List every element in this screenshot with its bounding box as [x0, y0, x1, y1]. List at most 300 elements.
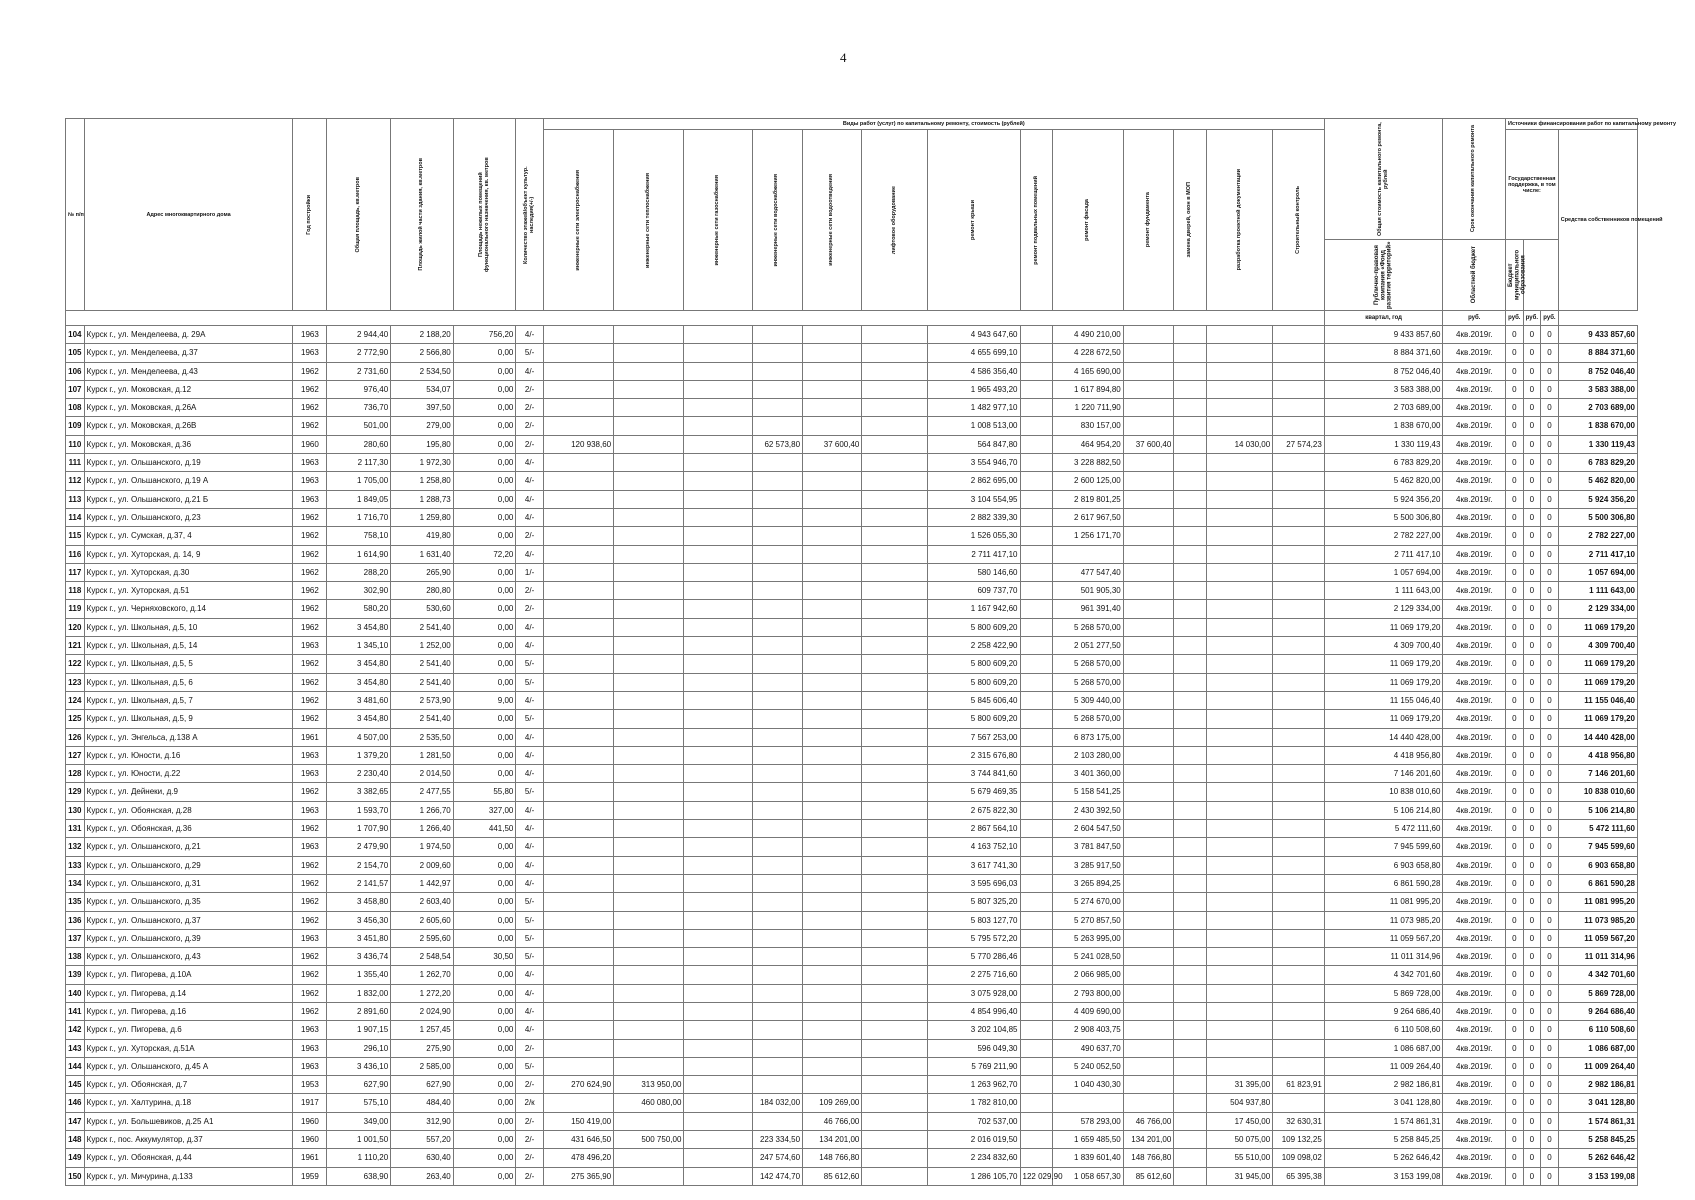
cell-n: 133 — [66, 856, 85, 874]
cell-bs — [1020, 582, 1053, 600]
cell-s: 976,40 — [327, 380, 391, 398]
cell-pd: 55 510,00 — [1207, 1149, 1273, 1167]
cell-wt — [803, 344, 862, 362]
cell-rf: 596 049,30 — [928, 1039, 1020, 1057]
cell-z3: 0 — [1541, 545, 1559, 563]
cell-z3: 0 — [1541, 746, 1559, 764]
cell-f: 5/- — [516, 1057, 543, 1075]
cell-y: 1962 — [293, 362, 327, 380]
cell-fd — [1123, 1057, 1174, 1075]
cell-a: Курск г., ул. Юности, д.16 — [84, 746, 293, 764]
cell-h — [614, 454, 684, 472]
cell-f: 4/- — [516, 362, 543, 380]
cell-z2: 0 — [1523, 1131, 1541, 1149]
cell-dr — [1174, 600, 1207, 618]
cell-z3: 0 — [1541, 563, 1559, 581]
cell-n: 148 — [66, 1131, 85, 1149]
cell-y: 1962 — [293, 673, 327, 691]
cell-t: 6 110 508,60 — [1324, 1021, 1443, 1039]
table-row — [66, 380, 1638, 398]
cell-n: 147 — [66, 1112, 85, 1130]
cell-l: 1 974,50 — [391, 838, 454, 856]
cell-z1: 0 — [1506, 582, 1524, 600]
cell-n: 144 — [66, 1057, 85, 1075]
cell-l: 630,40 — [391, 1149, 454, 1167]
cell-l: 1 288,73 — [391, 490, 454, 508]
cell-fd: 85 612,60 — [1123, 1167, 1174, 1185]
cell-a: Курск г., ул. Моковская, д.36 — [84, 435, 293, 453]
cell-bs — [1020, 1149, 1053, 1167]
cell-sw — [752, 783, 803, 801]
cell-dr — [1174, 1149, 1207, 1167]
cell-bs — [1020, 490, 1053, 508]
cell-z1: 0 — [1506, 326, 1524, 344]
cell-lf — [862, 838, 928, 856]
cell-t: 4 418 956,80 — [1324, 746, 1443, 764]
cell-lf — [862, 435, 928, 453]
cell-bs — [1020, 454, 1053, 472]
cell-wt: 37 600,40 — [803, 435, 862, 453]
cell-s: 2 141,57 — [327, 874, 391, 892]
cell-sw: 142 474,70 — [752, 1167, 803, 1185]
cell-z1: 0 — [1506, 673, 1524, 691]
cell-f: 4/- — [516, 728, 543, 746]
cell-dr — [1174, 984, 1207, 1002]
cell-a: Курск г., ул. Обоянская, д.28 — [84, 801, 293, 819]
cell-l: 2 534,50 — [391, 362, 454, 380]
cell-y: 1962 — [293, 893, 327, 911]
unit-rub-1: руб. — [1443, 311, 1506, 326]
cell-t: 5 106 214,80 — [1324, 801, 1443, 819]
cell-y: 1963 — [293, 1057, 327, 1075]
cell-l: 2 014,50 — [391, 765, 454, 783]
cell-fc: 5 268 570,00 — [1053, 655, 1123, 673]
table-row — [66, 911, 1638, 929]
cell-sw — [752, 508, 803, 526]
cell-n: 108 — [66, 399, 85, 417]
cell-fd — [1123, 911, 1174, 929]
cell-t: 11 081 995,20 — [1324, 893, 1443, 911]
cell-h — [614, 563, 684, 581]
cell-d: 4кв.2019г. — [1443, 911, 1506, 929]
cell-t: 1 111 643,00 — [1324, 582, 1443, 600]
cell-t: 1 574 861,31 — [1324, 1112, 1443, 1130]
cell-z1: 0 — [1506, 1021, 1524, 1039]
cell-e — [543, 911, 613, 929]
cell-dr — [1174, 344, 1207, 362]
cell-sw — [752, 380, 803, 398]
cell-wt — [803, 911, 862, 929]
cell-o: 1 057 694,00 — [1558, 563, 1637, 581]
cell-pd — [1207, 911, 1273, 929]
cell-z1: 0 — [1506, 655, 1524, 673]
table-row — [66, 984, 1638, 1002]
cell-n: 127 — [66, 746, 85, 764]
cell-sc — [1273, 838, 1325, 856]
cell-l: 534,07 — [391, 380, 454, 398]
cell-e — [543, 326, 613, 344]
cell-dr — [1174, 563, 1207, 581]
cell-z3: 0 — [1541, 966, 1559, 984]
cell-nr: 0,00 — [453, 673, 516, 691]
cell-o: 11 073 985,20 — [1558, 911, 1637, 929]
cell-s: 1 345,10 — [327, 637, 391, 655]
cell-a: Курск г., ул. Обоянская, д.7 — [84, 1076, 293, 1094]
cell-d: 4кв.2019г. — [1443, 673, 1506, 691]
cell-dr — [1174, 728, 1207, 746]
cell-sw — [752, 966, 803, 984]
cell-z3: 0 — [1541, 1002, 1559, 1020]
cell-z1: 0 — [1506, 838, 1524, 856]
cell-bs — [1020, 691, 1053, 709]
cell-fd — [1123, 746, 1174, 764]
cell-g — [684, 618, 752, 636]
cell-f: 2/- — [516, 600, 543, 618]
cell-g — [684, 1076, 752, 1094]
cell-nr: 9,00 — [453, 691, 516, 709]
cell-lf — [862, 563, 928, 581]
cell-wt — [803, 508, 862, 526]
cell-y: 1961 — [293, 1149, 327, 1167]
cell-fd — [1123, 545, 1174, 563]
cell-fc: 4 165 690,00 — [1053, 362, 1123, 380]
cell-h — [614, 326, 684, 344]
cell-t: 6 861 590,28 — [1324, 874, 1443, 892]
cell-fd — [1123, 637, 1174, 655]
cell-o: 8 884 371,60 — [1558, 344, 1637, 362]
cell-y: 1963 — [293, 490, 327, 508]
cell-f: 2/- — [516, 1076, 543, 1094]
cell-fd — [1123, 362, 1174, 380]
cell-y: 1963 — [293, 765, 327, 783]
cell-o: 6 903 658,80 — [1558, 856, 1637, 874]
cell-nr: 0,00 — [453, 1076, 516, 1094]
cell-sw — [752, 746, 803, 764]
cell-l: 2 188,20 — [391, 326, 454, 344]
cell-e: 431 646,50 — [543, 1131, 613, 1149]
cell-t: 7 945 599,60 — [1324, 838, 1443, 856]
cell-pd — [1207, 801, 1273, 819]
cell-sw — [752, 545, 803, 563]
col-electric-header: инженерные сети электроснабжения — [543, 130, 613, 311]
cell-rf: 1 965 493,20 — [928, 380, 1020, 398]
cell-h — [614, 820, 684, 838]
table-row — [66, 691, 1638, 709]
cell-wt — [803, 856, 862, 874]
cell-a: Курск г., ул. Дейнеки, д.9 — [84, 783, 293, 801]
cell-l: 2 548,54 — [391, 948, 454, 966]
capital-repair-table — [65, 118, 1677, 1186]
table-row — [66, 508, 1638, 526]
cell-z1: 0 — [1506, 399, 1524, 417]
cell-z1: 0 — [1506, 911, 1524, 929]
cell-f: 4/- — [516, 618, 543, 636]
cell-fd — [1123, 929, 1174, 947]
table-row — [66, 1131, 1638, 1149]
cell-y: 1962 — [293, 417, 327, 435]
cell-sc — [1273, 801, 1325, 819]
cell-dr — [1174, 618, 1207, 636]
cell-n: 130 — [66, 801, 85, 819]
cell-o: 3 153 199,08 — [1558, 1167, 1637, 1185]
cell-a: Курск г., пос. Аккумулятор, д.37 — [84, 1131, 293, 1149]
table-row — [66, 893, 1638, 911]
cell-z3: 0 — [1541, 911, 1559, 929]
cell-y: 1963 — [293, 326, 327, 344]
cell-g — [684, 1112, 752, 1130]
cell-wt — [803, 618, 862, 636]
cell-o: 5 472 111,60 — [1558, 820, 1637, 838]
cell-pd — [1207, 637, 1273, 655]
cell-pd — [1207, 380, 1273, 398]
cell-z1: 0 — [1506, 563, 1524, 581]
cell-wt — [803, 399, 862, 417]
cell-h — [614, 893, 684, 911]
cell-f: 5/- — [516, 893, 543, 911]
table-row — [66, 344, 1638, 362]
cell-l: 312,90 — [391, 1112, 454, 1130]
cell-z3: 0 — [1541, 1112, 1559, 1130]
cell-wt — [803, 710, 862, 728]
cell-lf — [862, 929, 928, 947]
cell-t: 1 838 670,00 — [1324, 417, 1443, 435]
cell-rf: 2 675 822,30 — [928, 801, 1020, 819]
cell-fc: 477 547,40 — [1053, 563, 1123, 581]
cell-z3: 0 — [1541, 1076, 1559, 1094]
cell-bs: 122 029,90 — [1020, 1167, 1053, 1185]
cell-pd — [1207, 874, 1273, 892]
cell-fc: 5 240 052,50 — [1053, 1057, 1123, 1075]
cell-dr — [1174, 746, 1207, 764]
cell-wt — [803, 527, 862, 545]
cell-h — [614, 948, 684, 966]
cell-lf — [862, 545, 928, 563]
cell-a: Курск г., ул. Менделеева, д. 29А — [84, 326, 293, 344]
cell-z2: 0 — [1523, 1167, 1541, 1185]
cell-wt: 85 612,60 — [803, 1167, 862, 1185]
cell-z2: 0 — [1523, 600, 1541, 618]
cell-fc: 5 274 670,00 — [1053, 893, 1123, 911]
cell-a: Курск г., ул. Моковская, д.26А — [84, 399, 293, 417]
cell-z3: 0 — [1541, 1131, 1559, 1149]
cell-z3: 0 — [1541, 508, 1559, 526]
table-row — [66, 563, 1638, 581]
cell-y: 1962 — [293, 1002, 327, 1020]
cell-bs — [1020, 801, 1053, 819]
cell-t: 9 264 686,40 — [1324, 1002, 1443, 1020]
cell-sc: 32 630,31 — [1273, 1112, 1325, 1130]
cell-sc — [1273, 618, 1325, 636]
cell-e — [543, 380, 613, 398]
cell-sc — [1273, 691, 1325, 709]
cell-pd — [1207, 746, 1273, 764]
cell-d: 4кв.2019г. — [1443, 472, 1506, 490]
cell-sc — [1273, 673, 1325, 691]
cell-rf: 702 537,00 — [928, 1112, 1020, 1130]
cell-lf — [862, 874, 928, 892]
table-row — [66, 435, 1638, 453]
cell-fc: 5 158 541,25 — [1053, 783, 1123, 801]
cell-l: 530,60 — [391, 600, 454, 618]
cell-l: 1 257,45 — [391, 1021, 454, 1039]
cell-sw — [752, 893, 803, 911]
cell-z3: 0 — [1541, 1021, 1559, 1039]
cell-nr: 0,00 — [453, 1094, 516, 1112]
cell-nr: 327,00 — [453, 801, 516, 819]
cell-fc: 2 793 800,00 — [1053, 984, 1123, 1002]
cell-t: 11 069 179,20 — [1324, 673, 1443, 691]
col-year-header: Год постройки — [293, 119, 327, 311]
cell-z1: 0 — [1506, 966, 1524, 984]
cell-z2: 0 — [1523, 618, 1541, 636]
col-gas-header: инженерные сети газоснабжения — [684, 130, 752, 311]
cell-s: 1 705,00 — [327, 472, 391, 490]
cell-s: 736,70 — [327, 399, 391, 417]
cell-f: 5/- — [516, 911, 543, 929]
cell-e: 120 938,60 — [543, 435, 613, 453]
cell-f: 2/- — [516, 1131, 543, 1149]
cell-y: 1962 — [293, 948, 327, 966]
cell-rf: 2 862 695,00 — [928, 472, 1020, 490]
cell-g — [684, 856, 752, 874]
cell-f: 2/к — [516, 1094, 543, 1112]
cell-y: 1963 — [293, 454, 327, 472]
cell-pd — [1207, 691, 1273, 709]
cell-z2: 0 — [1523, 380, 1541, 398]
cell-z2: 0 — [1523, 874, 1541, 892]
cell-o: 1 086 687,00 — [1558, 1039, 1637, 1057]
cell-fc: 5 268 570,00 — [1053, 673, 1123, 691]
cell-h — [614, 966, 684, 984]
cell-o: 3 041 128,80 — [1558, 1094, 1637, 1112]
cell-s: 2 731,60 — [327, 362, 391, 380]
cell-g — [684, 746, 752, 764]
cell-z3: 0 — [1541, 728, 1559, 746]
cell-z3: 0 — [1541, 655, 1559, 673]
cell-o: 11 155 046,40 — [1558, 691, 1637, 709]
cell-wt — [803, 326, 862, 344]
cell-o: 2 703 689,00 — [1558, 399, 1637, 417]
cell-o: 11 009 264,40 — [1558, 1057, 1637, 1075]
cell-pd — [1207, 948, 1273, 966]
cell-o: 6 783 829,20 — [1558, 454, 1637, 472]
cell-n: 135 — [66, 893, 85, 911]
cell-n: 114 — [66, 508, 85, 526]
cell-n: 122 — [66, 655, 85, 673]
cell-lf — [862, 362, 928, 380]
cell-t: 4 309 700,40 — [1324, 637, 1443, 655]
cell-n: 116 — [66, 545, 85, 563]
cell-nr: 0,00 — [453, 710, 516, 728]
cell-s: 1 832,00 — [327, 984, 391, 1002]
cell-f: 2/- — [516, 399, 543, 417]
cell-fd — [1123, 655, 1174, 673]
cell-z3: 0 — [1541, 435, 1559, 453]
cell-fd — [1123, 582, 1174, 600]
cell-z2: 0 — [1523, 454, 1541, 472]
cell-d: 4кв.2019г. — [1443, 454, 1506, 472]
cell-e — [543, 710, 613, 728]
table-row — [66, 1076, 1638, 1094]
cell-f: 5/- — [516, 783, 543, 801]
cell-z2: 0 — [1523, 490, 1541, 508]
cell-lf — [862, 1131, 928, 1149]
cell-y: 1962 — [293, 710, 327, 728]
cell-z3: 0 — [1541, 984, 1559, 1002]
cell-rf: 2 711 417,10 — [928, 545, 1020, 563]
cell-a: Курск г., ул. Школьная, д.5, 6 — [84, 673, 293, 691]
cell-lf — [862, 691, 928, 709]
cell-z3: 0 — [1541, 856, 1559, 874]
cell-e — [543, 874, 613, 892]
cell-y: 1962 — [293, 966, 327, 984]
cell-g — [684, 1057, 752, 1075]
cell-f: 4/- — [516, 472, 543, 490]
cell-fd — [1123, 691, 1174, 709]
cell-z3: 0 — [1541, 783, 1559, 801]
cell-h — [614, 911, 684, 929]
cell-pd — [1207, 1021, 1273, 1039]
cell-fc: 1 839 601,40 — [1053, 1149, 1123, 1167]
cell-t: 2 703 689,00 — [1324, 399, 1443, 417]
cell-z2: 0 — [1523, 344, 1541, 362]
cell-l: 265,90 — [391, 563, 454, 581]
cell-lf — [862, 417, 928, 435]
cell-l: 263,40 — [391, 1167, 454, 1185]
cell-dr — [1174, 454, 1207, 472]
cell-o: 9 433 857,60 — [1558, 326, 1637, 344]
cell-h — [614, 435, 684, 453]
cell-l: 279,00 — [391, 417, 454, 435]
cell-bs — [1020, 545, 1053, 563]
cell-g — [684, 655, 752, 673]
table-row — [66, 600, 1638, 618]
cell-f: 2/- — [516, 1112, 543, 1130]
funding-group-header: Источники финансирования работ по капитальному ремонту — [1506, 119, 1638, 130]
cell-sw — [752, 911, 803, 929]
table-row — [66, 801, 1638, 819]
cell-dr — [1174, 1021, 1207, 1039]
cell-pd — [1207, 472, 1273, 490]
cell-t: 8 752 046,40 — [1324, 362, 1443, 380]
cell-dr — [1174, 326, 1207, 344]
cell-z2: 0 — [1523, 435, 1541, 453]
cell-fc: 5 270 857,50 — [1053, 911, 1123, 929]
cell-a: Курск г., ул. Школьная, д.5, 10 — [84, 618, 293, 636]
cell-d: 4кв.2019г. — [1443, 874, 1506, 892]
cell-n: 150 — [66, 1167, 85, 1185]
cell-g — [684, 911, 752, 929]
cell-t: 3 041 128,80 — [1324, 1094, 1443, 1112]
cell-z3: 0 — [1541, 820, 1559, 838]
cell-rf: 2 016 019,50 — [928, 1131, 1020, 1149]
cell-o: 11 069 179,20 — [1558, 673, 1637, 691]
cell-f: 4/- — [516, 637, 543, 655]
cell-d: 4кв.2019г. — [1443, 563, 1506, 581]
cell-a: Курск г., ул. Пигорева, д.10А — [84, 966, 293, 984]
cell-dr — [1174, 710, 1207, 728]
cell-sc — [1273, 326, 1325, 344]
cell-sw — [752, 618, 803, 636]
cell-sw — [752, 1057, 803, 1075]
cell-sc — [1273, 1094, 1325, 1112]
cell-sc — [1273, 746, 1325, 764]
cell-l: 1 266,40 — [391, 820, 454, 838]
cell-n: 149 — [66, 1149, 85, 1167]
cell-pd — [1207, 966, 1273, 984]
cell-e — [543, 783, 613, 801]
cell-e: 478 496,20 — [543, 1149, 613, 1167]
